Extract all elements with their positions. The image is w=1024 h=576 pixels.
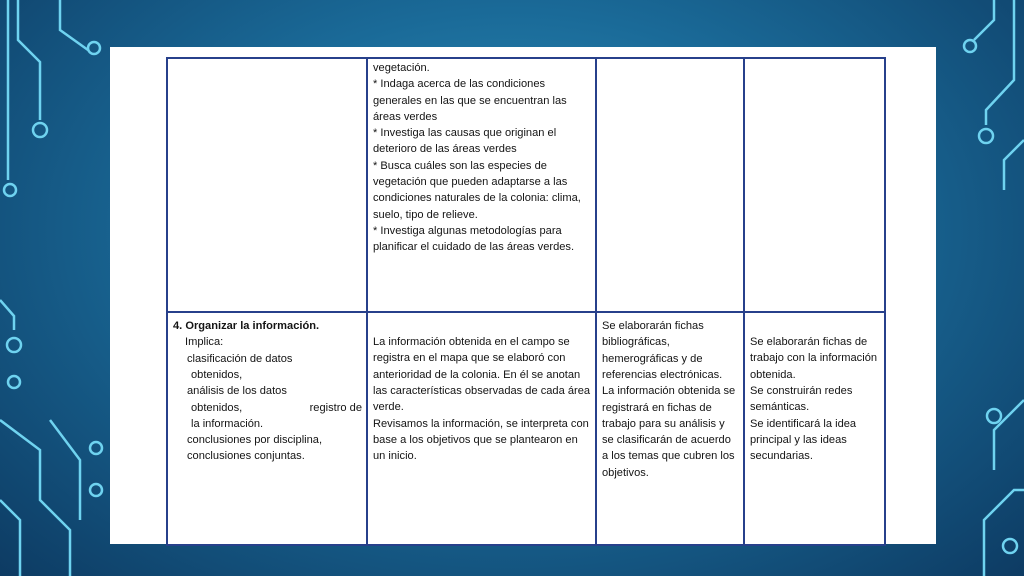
cell-text: Se elaborarán fichas de trabajo con la información obtenida. (750, 336, 878, 381)
table-cell-empty (744, 58, 885, 312)
stage-text: la información. (191, 417, 264, 430)
circuit-decoration-right (934, 0, 1024, 576)
cell-text: * Busca cuáles son las especies de vegetación que pueden adaptarse a las condiciones naturales de la colonia: clima, suelo, tipo de relieve. (373, 159, 581, 221)
planning-table (166, 57, 886, 546)
cell-text: Se identificará la idea principal y las ideas secundarias. (750, 417, 857, 463)
stage-text: clasificación de datos (187, 352, 293, 365)
cell-text: * Investiga las causas que originan el deterioro de las áreas verdes (373, 127, 557, 156)
table-cell-empty (167, 58, 367, 312)
table-row (167, 312, 885, 545)
table-cell-empty (596, 58, 744, 312)
stage-text-row (173, 400, 362, 416)
stage-text: registro de (309, 401, 362, 414)
cell-text: * Indaga acerca de las condiciones generales en las que se encuentran las áreas verdes (373, 78, 567, 123)
table-cell-activities (367, 312, 596, 545)
table-row (167, 58, 885, 312)
stage-text: Implica: (185, 336, 224, 349)
stage-text: análisis de los datos (187, 385, 287, 398)
cell-text: Se construirán redes semánticas. (750, 384, 853, 414)
cell-text: La información obtenida en el campo se registra en el mapa que se elaboró con anterioridad de la colonia. En él se anotan las características observadas de cada área verde. (373, 336, 591, 414)
stage-text: obtenidos, (191, 368, 243, 381)
stage-text: obtenidos, (191, 401, 243, 414)
cell-text: Revisamos la información, se interpreta con base a los objetivos que se plantearon en un inicio. (373, 417, 589, 463)
slide-content-panel (110, 47, 936, 544)
stage-text: conclusiones conjuntas. (187, 450, 305, 463)
table-cell-stage (167, 312, 367, 545)
cell-text: Se elaborarán fichas bibliográficas, hemerográficas y de referencias electrónicas. (602, 320, 723, 381)
stage-text: conclusiones por disciplina, (187, 434, 323, 447)
table-cell-activities (367, 58, 596, 312)
cell-text: vegetación. (373, 62, 430, 74)
table-cell-products (744, 312, 885, 545)
cell-text: * Investiga algunas metodologías para planificar el cuidado de las áreas verdes. (373, 224, 575, 254)
circuit-decoration-left (0, 0, 110, 576)
stage-title: 4. Organizar la información. (173, 320, 320, 333)
cell-text: La información obtenida se registrará en fichas de trabajo para su análisis y se clasificarán de acuerdo a los temas que cubren los objetivos. (602, 385, 736, 479)
table-cell-resources (596, 312, 744, 545)
